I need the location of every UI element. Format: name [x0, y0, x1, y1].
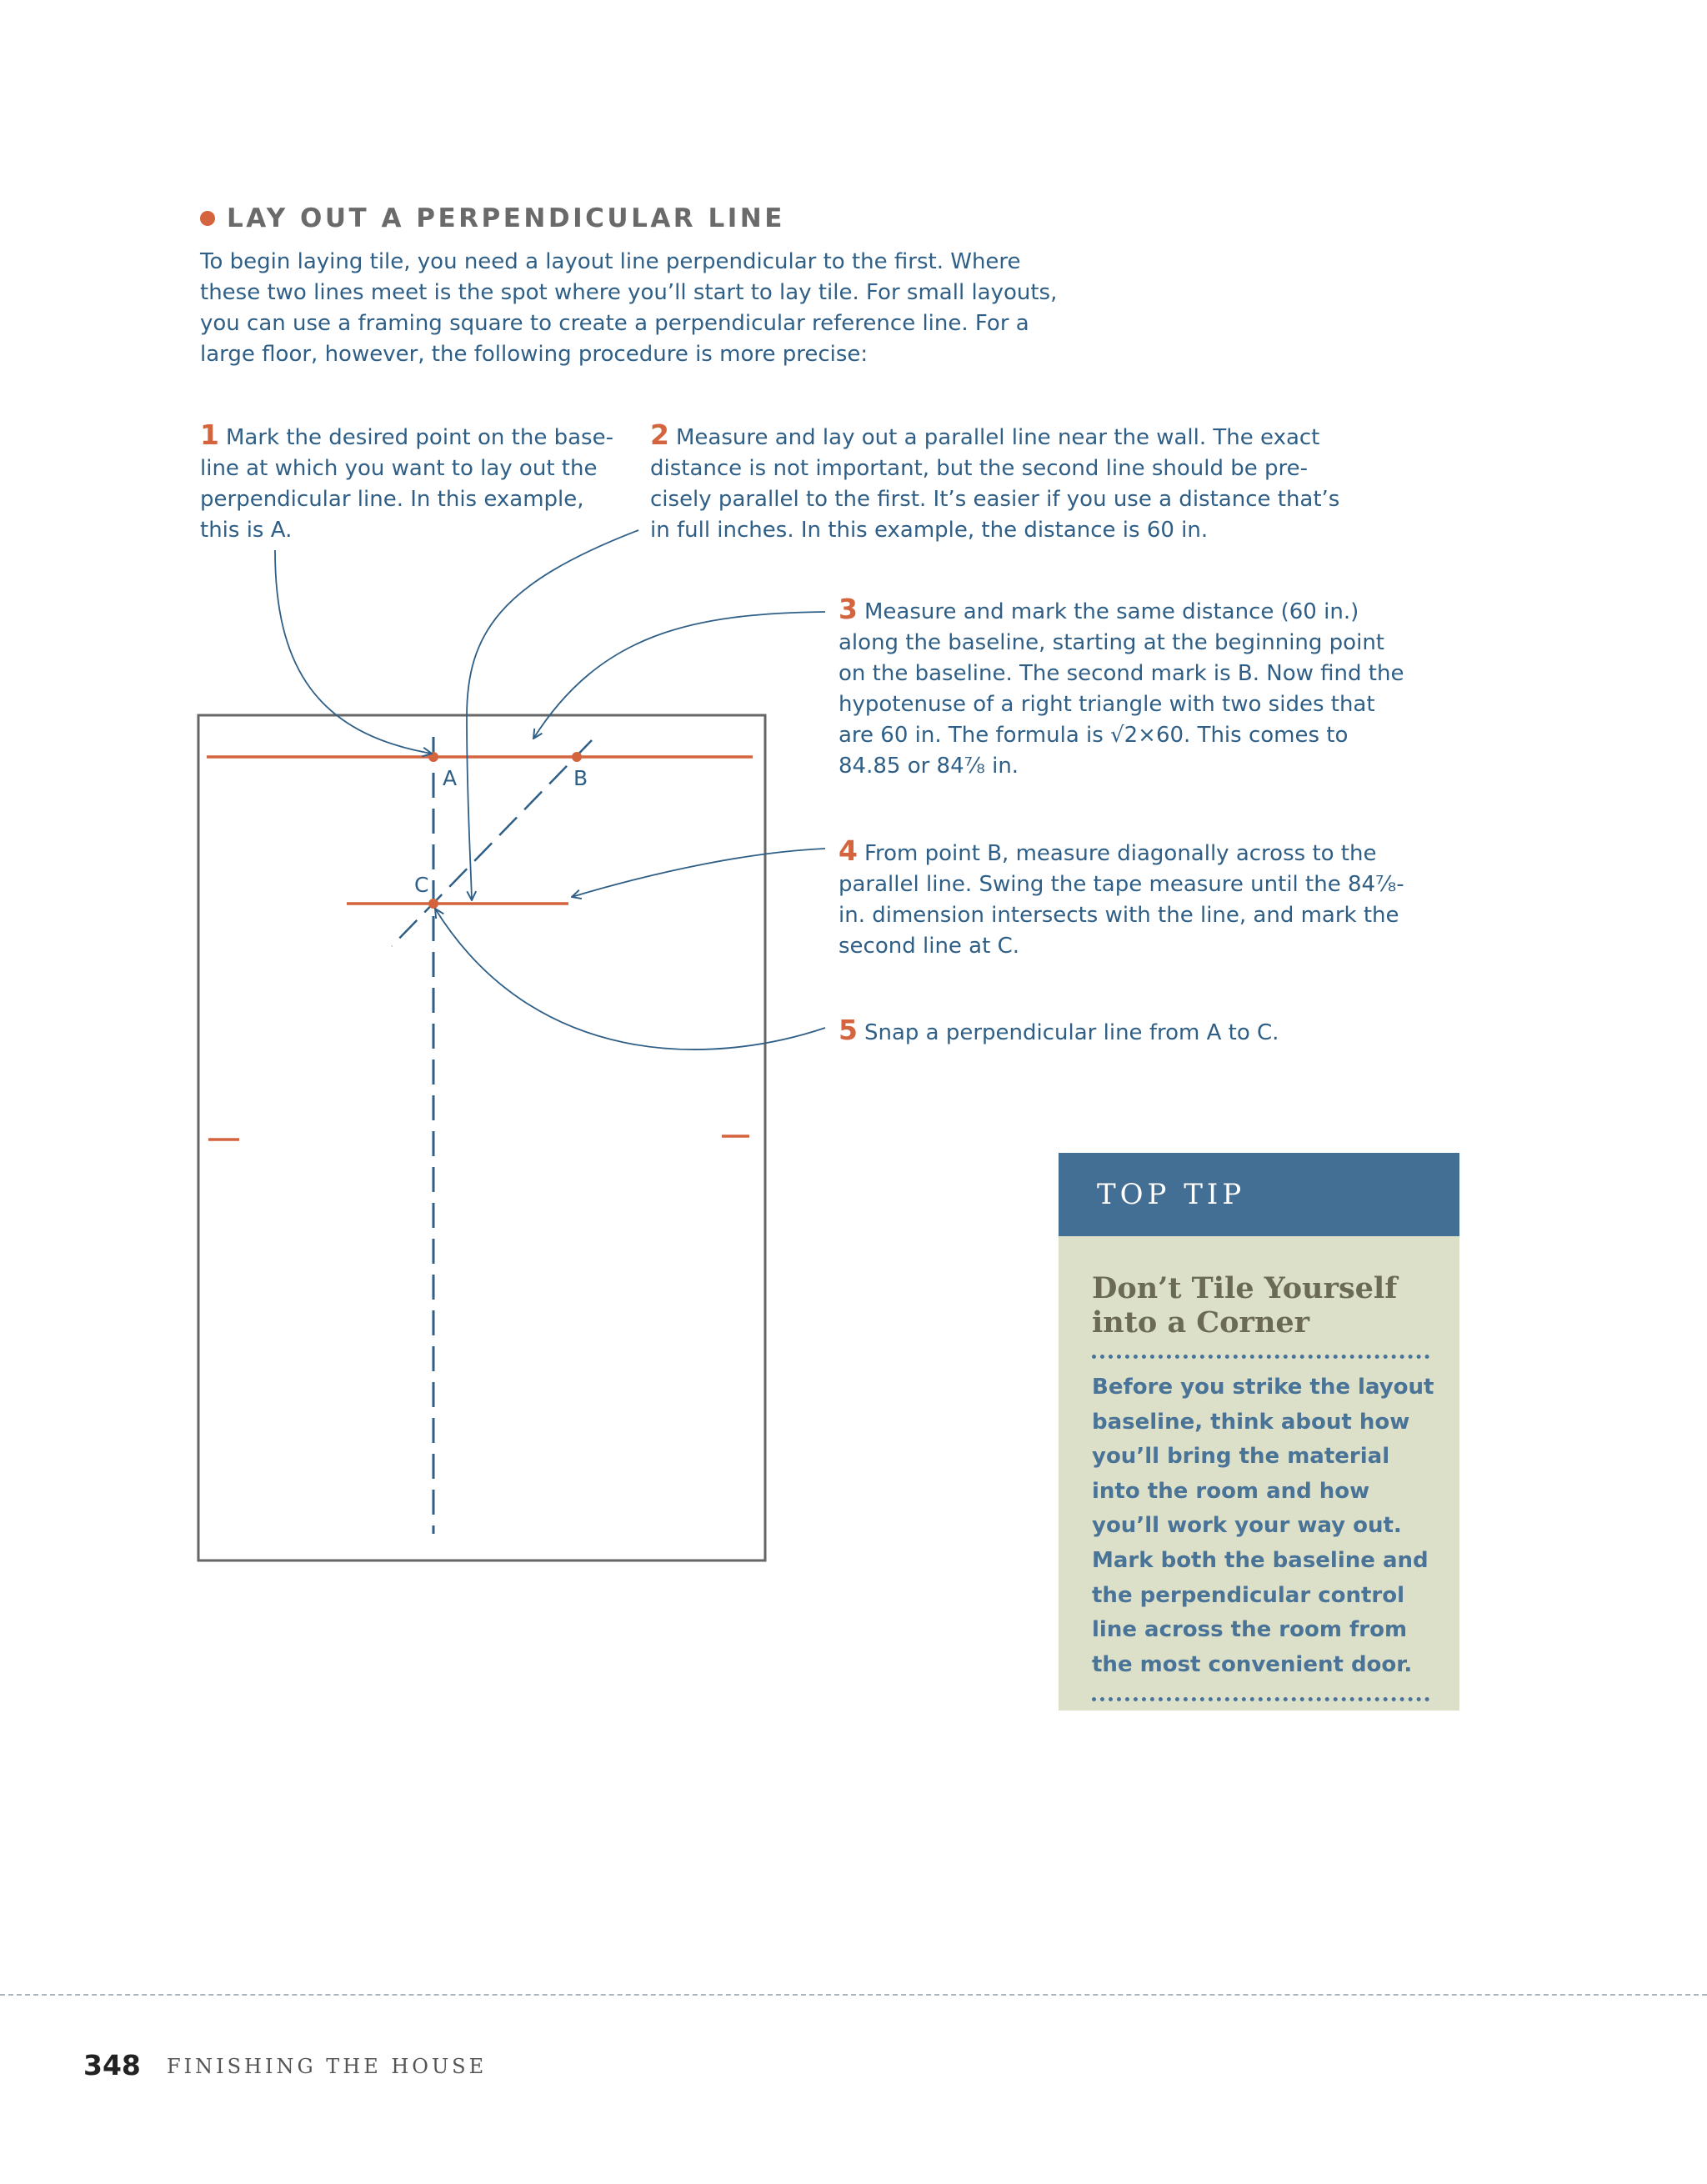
intro-paragraph: To begin laying tile, you need a layout line perpendicular to the first. Where these two lines meet is the spot where you’ll start to lay tile. For small layouts, you can use a framing square to create a perpendicular reference line. For a large floor, however, the following procedure is more precise: — [200, 249, 1058, 367]
step-4-text: From point B, measure diagonally across to the parallel line. Swing the tape measure until the 84⅞-in. dimension intersects with the line, and mark the second line at C. — [838, 841, 1404, 959]
top-tip-divider-bottom — [1092, 1697, 1429, 1701]
step-4-number: 4 — [838, 834, 858, 867]
step-1-text: Mark the desired point on the base-line at which you want to lay out the perpendicular line. In this example, this is A. — [200, 425, 613, 543]
step-1-number: 1 — [200, 418, 219, 451]
step-3-number: 3 — [838, 593, 858, 625]
callout-arrow-5 — [435, 909, 825, 1049]
label-c: C — [414, 873, 429, 897]
top-tip-label: TOP TIP — [1097, 1178, 1246, 1211]
footer-rule — [0, 1994, 1707, 1996]
label-a: A — [443, 766, 458, 790]
section-title: LAY OUT A PERPENDICULAR LINE — [227, 203, 785, 233]
room-outline — [198, 715, 765, 1560]
top-tip-title: Don’t Tile Yourself into a Corner — [1092, 1271, 1398, 1340]
step-2-number: 2 — [650, 418, 669, 451]
callout-arrow-1 — [275, 550, 432, 754]
top-tip-header — [1059, 1153, 1459, 1236]
hypotenuse-line — [392, 740, 592, 946]
point-c-marker — [428, 899, 438, 909]
step-5-text: Snap a perpendicular line from A to C. — [864, 1020, 1279, 1045]
running-head: FINISHING THE HOUSE — [167, 2055, 488, 2078]
step-5-number: 5 — [838, 1014, 858, 1046]
step-3-text: Measure and mark the same distance (60 in.) along the baseline, starting at the beginning point on the baseline. The second mark is B. Now find the hypotenuse of a right triangle with two sides that are 60 in. The formula is √2×60. This comes to 84.85 or 84⅞ in. — [838, 599, 1404, 779]
step-2-text: Measure and lay out a parallel line near the wall. The exact distance is not important, but the second line should be pre-cisely parallel to the first. It’s easier if you use a distance that’s in full inches. In this example, the distance is 60 in. — [650, 425, 1340, 543]
callout-arrow-3 — [533, 612, 825, 739]
top-tip-box — [1059, 1153, 1459, 1711]
label-b: B — [573, 766, 588, 790]
page-number: 348 — [83, 2049, 141, 2081]
callout-arrow-4 — [572, 849, 825, 897]
top-tip-body: Before you strike the layout baseline, think about how you’ll bring the material into the room and how you’ll work your way out. Mark both the baseline and the perpendicular control line across the room from the most convenient door. — [1092, 1375, 1434, 1677]
top-tip-divider-top — [1092, 1355, 1429, 1359]
point-b-marker — [572, 752, 582, 762]
